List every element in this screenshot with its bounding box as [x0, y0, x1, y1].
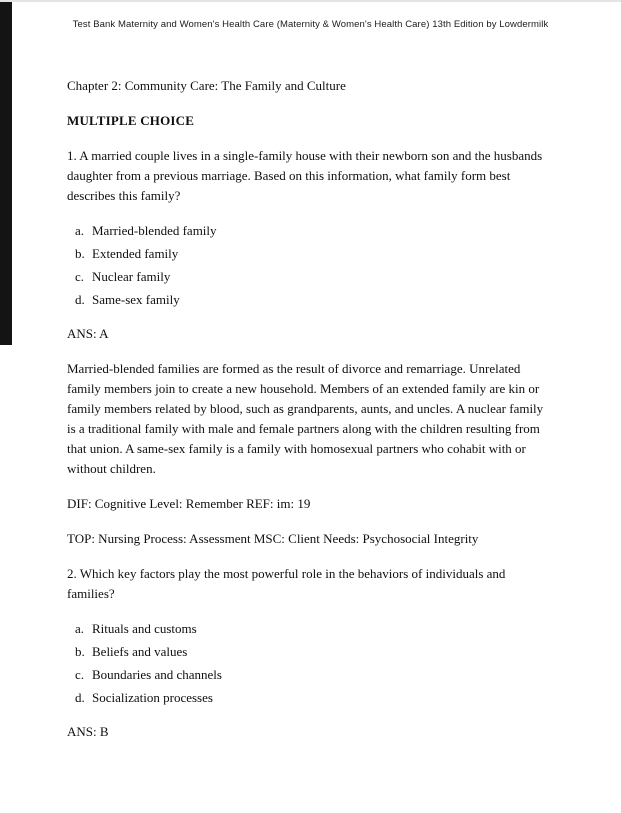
- option-text: Nuclear family: [92, 269, 171, 284]
- option-item: [67, 640, 545, 663]
- option-text: Boundaries and channels: [92, 667, 222, 682]
- option-item: [67, 288, 545, 311]
- option-letter: a.: [75, 223, 85, 238]
- option-item: [67, 686, 545, 709]
- question-1-body: A married couple lives in a single-family house with their newborn son and the husbands daughter from a previous marriage. Based on this information, what family form best describes this family?: [67, 148, 543, 203]
- question-2-number: 2.: [67, 566, 77, 581]
- question-2-options: [67, 617, 545, 709]
- option-text: Rituals and customs: [92, 621, 197, 636]
- page-top-border: [0, 0, 621, 2]
- document-header-title: Test Bank Maternity and Women's Health Care (Maternity & Women's Health Care) 13th Edition by Lowdermilk: [72, 19, 549, 30]
- question-1-dif-line: DIF: Cognitive Level: Remember REF: im: 19: [67, 496, 311, 511]
- option-item: [67, 219, 545, 242]
- option-letter: c.: [75, 269, 85, 284]
- option-letter: d.: [75, 292, 85, 307]
- section-heading: MULTIPLE CHOICE: [67, 113, 195, 128]
- question-2-text: [67, 564, 545, 604]
- option-letter: b.: [75, 644, 85, 659]
- option-text: Socialization processes: [92, 690, 213, 705]
- chapter-title: Chapter 2: Community Care: The Family and Culture: [67, 78, 346, 93]
- question-1-options: [67, 219, 545, 311]
- question-1-answer: ANS: A: [67, 326, 109, 341]
- document-body: [67, 76, 545, 757]
- option-letter: d.: [75, 690, 85, 705]
- option-text: Same-sex family: [92, 292, 180, 307]
- option-item: [67, 265, 545, 288]
- option-letter: a.: [75, 621, 85, 636]
- option-text: Married-blended family: [92, 223, 217, 238]
- question-1-feedback: Married-blended families are formed as the result of divorce and remarriage. Unrelated family members join to create a new household. Members of an extended family are kin or family members related by blood, such as grandparents, aunts, and uncles. A nuclear family is a traditional family with male and female partners along with the children resulting from that union. A same-sex family is a family with homosexual partners who cohabit with or without children.: [67, 361, 544, 476]
- option-letter: b.: [75, 246, 85, 261]
- option-item: [67, 663, 545, 686]
- question-2-answer: ANS: B: [67, 724, 109, 739]
- option-text: Extended family: [92, 246, 179, 261]
- option-letter: c.: [75, 667, 85, 682]
- option-item: [67, 242, 545, 265]
- left-edge-bar: [0, 2, 12, 345]
- question-1-text: [67, 146, 545, 206]
- question-1-number: 1.: [67, 148, 77, 163]
- option-text: Beliefs and values: [92, 644, 188, 659]
- question-1-top-line: TOP: Nursing Process: Assessment MSC: Client Needs: Psychosocial Integrity: [67, 531, 479, 546]
- question-2-body: Which key factors play the most powerful role in the behaviors of individuals and families?: [67, 566, 506, 601]
- option-item: [67, 617, 545, 640]
